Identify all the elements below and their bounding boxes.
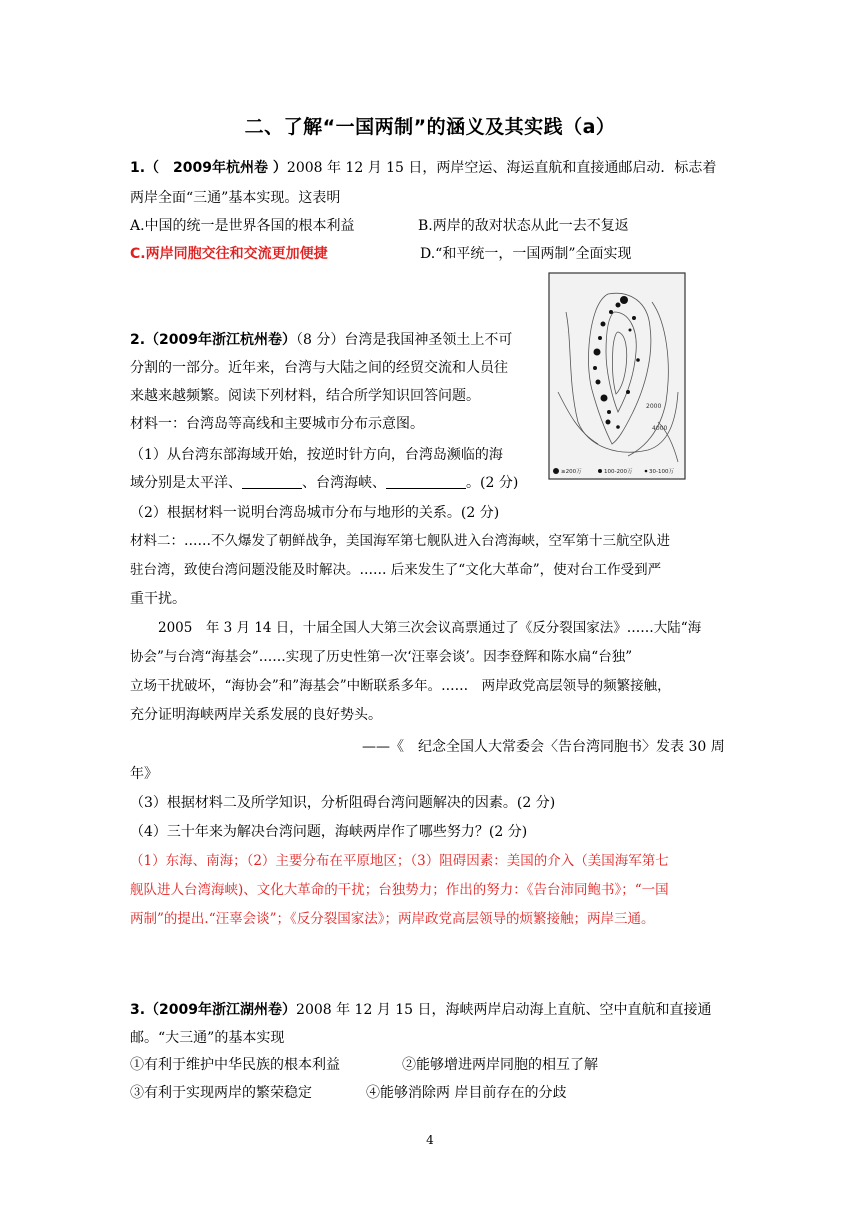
map-legend-label: 100-200万 [604, 469, 633, 475]
q2-material2-line1: 材料二：……不久爆发了朝鲜战争，美国海军第七舰队进入台湾海峡，空军第十三航空队进 [130, 533, 670, 549]
q2-source: 2.（2009年浙江杭州卷） [130, 332, 297, 348]
q3-option-3: ③有利于实现两岸的繁荣稳定 [130, 1085, 312, 1101]
q2-material1: 材料一：台湾岛等高线和主要城市分布示意图。 [130, 416, 424, 432]
page-title: 二、了解“一国两制”的涵义及其实践（a） [244, 116, 616, 138]
taiwan-contour-map [548, 272, 686, 480]
q2-line2: 分割的一部分。近年来，台湾与大陆之间的经贸交流和人员往 [130, 360, 508, 376]
map-contour-label: 4000 [652, 425, 668, 432]
map-legend-label: 30-100万 [649, 469, 674, 475]
page-number: 4 [426, 1133, 434, 1147]
q3-option-1: ①有利于维护中华民族的根本利益 [130, 1057, 340, 1073]
q2-citation-line2: 年》 [130, 766, 158, 782]
q2-line3: 来越来越频繁。阅读下列材料，结合所学知识回答问题。 [130, 388, 480, 404]
map-contour-label: 2000 [646, 403, 662, 410]
q2-sub1-b: 域分别是太平洋、 、台湾海峡、 。(2 分) [130, 475, 519, 491]
q3-source: 3.（2009年浙江湖州卷） [130, 1002, 297, 1018]
q1-option-c-answer: C.两岸同胞交往和交流更加便捷 [130, 246, 328, 262]
q2-para2-line1: 2005 年 3 月 14 日，十届全国人大第三次会议高票通过了《反分裂国家法》……大陆“海 [158, 620, 702, 636]
q2-answer-line2: 舰队进人台湾海峡)、文化大革命的干扰；台独势力；作出的努力：《告台沛同鲍书》；“一国 [130, 882, 669, 898]
q2-para2-line4: 充分证明海峡两岸关系发展的良好势头。 [130, 707, 382, 723]
q3-line1: 3.（2009年浙江湖州卷）2008 年 12 月 15 日，海峡两岸启动海上直航、空中直航和直接通 [130, 1002, 712, 1018]
q2-answer-line3: 两制”的提出.“汪辜会谈”；《反分裂国家法》；两岸政党高层领导的烦繁接触；两岸三通。 [130, 911, 655, 927]
q1-line2: 两岸全面“三通”基本实现。这表明 [130, 190, 341, 206]
q3-line2: 邮。“大三通”的基本实现 [130, 1030, 285, 1046]
q2-sub2: （2）根据材料一说明台湾岛城市分布与地形的关系。(2 分) [130, 505, 500, 521]
q1-option-d: D.“和平统一，一国两制”全面实现 [420, 246, 632, 262]
q2-sub3: （3）根据材料二及所学知识，分析阻碍台湾问题解决的因素。(2 分) [130, 795, 556, 811]
q2-sub4: （4）三十年来为解决台湾问题，海峡两岸作了哪些努力？(2 分) [130, 824, 528, 840]
q3-option-2: ②能够增进两岸同胞的相互了解 [402, 1057, 598, 1073]
q2-material2-line2: 驻台湾，致使台湾问题没能及时解决。…… 后来发生了“文化大革命”，使对台工作受到严 [130, 562, 662, 578]
q2-material2-line3: 重干扰。 [130, 591, 186, 607]
q2-answer-line1: （1）东海、南海；（2）主要分布在平原地区；（3）阻碍因素：美国的介入（美国海军第七 [130, 853, 669, 869]
q2-para2-line3: 立场干扰破坏，“海协会”和”海基会”中断联系多年。…… 两岸政党高层领导的频繁接触， [130, 678, 671, 694]
answer-blank[interactable] [242, 474, 302, 489]
q1-option-b: B.两岸的敌对状态从此一去不复返 [418, 218, 629, 234]
q2-citation-line1: ——《 纪念全国人大常委会〈告台湾同胞书〉发表 30 周 [362, 739, 725, 755]
answer-blank[interactable] [386, 474, 466, 489]
map-legend-label: ≥200万 [561, 469, 582, 475]
q2-para2-line2: 协会”与台湾“海基会”……实现了历史性第一次‘汪辜会谈’。因李登辉和陈水扁“台独” [130, 649, 633, 665]
q1-line1: 1.（ 2009年杭州卷 ）2008 年 12 月 15 日，两岸空运、海运直航和直接通邮启动．标志着 [130, 160, 717, 176]
q1-source: 1.（ 2009年杭州卷 ） [130, 160, 287, 176]
q3-option-4: ④能够消除两 岸目前存在的分歧 [366, 1085, 567, 1101]
q2-line1: 2.（2009年浙江杭州卷）（8 分）台湾是我国神圣领土上不可 [130, 332, 513, 348]
q1-option-a: A.中国的统一是世界各国的根本利益 [130, 218, 355, 234]
q2-sub1-a: （1）从台湾东部海域开始，按逆时针方向，台湾岛濒临的海 [130, 447, 503, 463]
